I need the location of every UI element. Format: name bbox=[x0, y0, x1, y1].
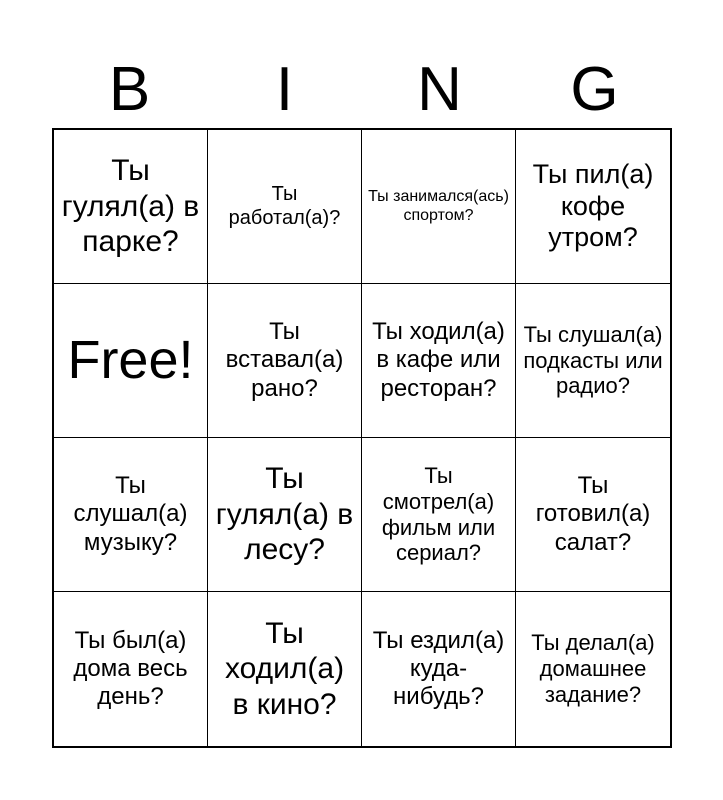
cell-text: Ты ездил(а) куда-нибудь? bbox=[372, 626, 505, 711]
cell-text: Ты был(а) дома весь день? bbox=[73, 626, 188, 711]
bingo-cell-r1c1[interactable] bbox=[54, 130, 208, 284]
cell-text: Ты пил(а) кофе утром? bbox=[532, 158, 654, 253]
cell-text: Ты смотрел(а) фильм или сериал? bbox=[381, 462, 496, 566]
cell-text: Ты работал(а)? bbox=[228, 182, 341, 229]
bingo-cell-r3c1[interactable] bbox=[54, 438, 208, 592]
free-space-label: Free! bbox=[67, 329, 194, 390]
cell-text: Ты готовил(а) салат? bbox=[535, 472, 651, 556]
cell-text: Ты ходил(а) в кафе или ресторан? bbox=[372, 318, 505, 402]
bingo-cell-r4c3[interactable] bbox=[362, 592, 516, 746]
header-letter-g: G bbox=[570, 55, 619, 124]
bingo-cell-r3c3[interactable] bbox=[362, 438, 516, 592]
cell-text: Ты занимался(ась) спортом? bbox=[368, 187, 509, 224]
cell-text: Ты слушал(а) музыку? bbox=[73, 472, 188, 556]
bingo-cell-r4c1[interactable] bbox=[54, 592, 208, 746]
bingo-cell-r4c2[interactable] bbox=[208, 592, 362, 746]
bingo-cell-r1c4[interactable] bbox=[516, 130, 670, 284]
bingo-card-grid bbox=[52, 128, 672, 748]
bingo-cell-r2c3[interactable] bbox=[362, 284, 516, 438]
bingo-header bbox=[52, 52, 672, 128]
header-letter-i: I bbox=[275, 55, 294, 124]
header-letter-n: N bbox=[417, 55, 462, 124]
bingo-cell-r3c2[interactable] bbox=[208, 438, 362, 592]
cell-text: Ты гулял(а) в лесу? bbox=[215, 462, 354, 567]
cell-text: Ты слушал(а) подкасты или радио? bbox=[523, 321, 663, 399]
bingo-cell-r2c2[interactable] bbox=[208, 284, 362, 438]
cell-text: Ты гулял(а) в парке? bbox=[61, 154, 200, 259]
bingo-cell-r1c2[interactable] bbox=[208, 130, 362, 284]
header-letter-b: B bbox=[108, 55, 151, 124]
cell-text: Ты вставал(а) рано? bbox=[225, 318, 344, 402]
bingo-cell-r2c4[interactable] bbox=[516, 284, 670, 438]
bingo-cell-r3c4[interactable] bbox=[516, 438, 670, 592]
bingo-cell-r4c4[interactable] bbox=[516, 592, 670, 746]
bingo-cell-free[interactable] bbox=[54, 284, 208, 438]
bingo-cell-r1c3[interactable] bbox=[362, 130, 516, 284]
cell-text: Ты делал(а) домашнее задание? bbox=[531, 630, 655, 707]
cell-text: Ты ходил(а) в кино? bbox=[224, 616, 345, 721]
